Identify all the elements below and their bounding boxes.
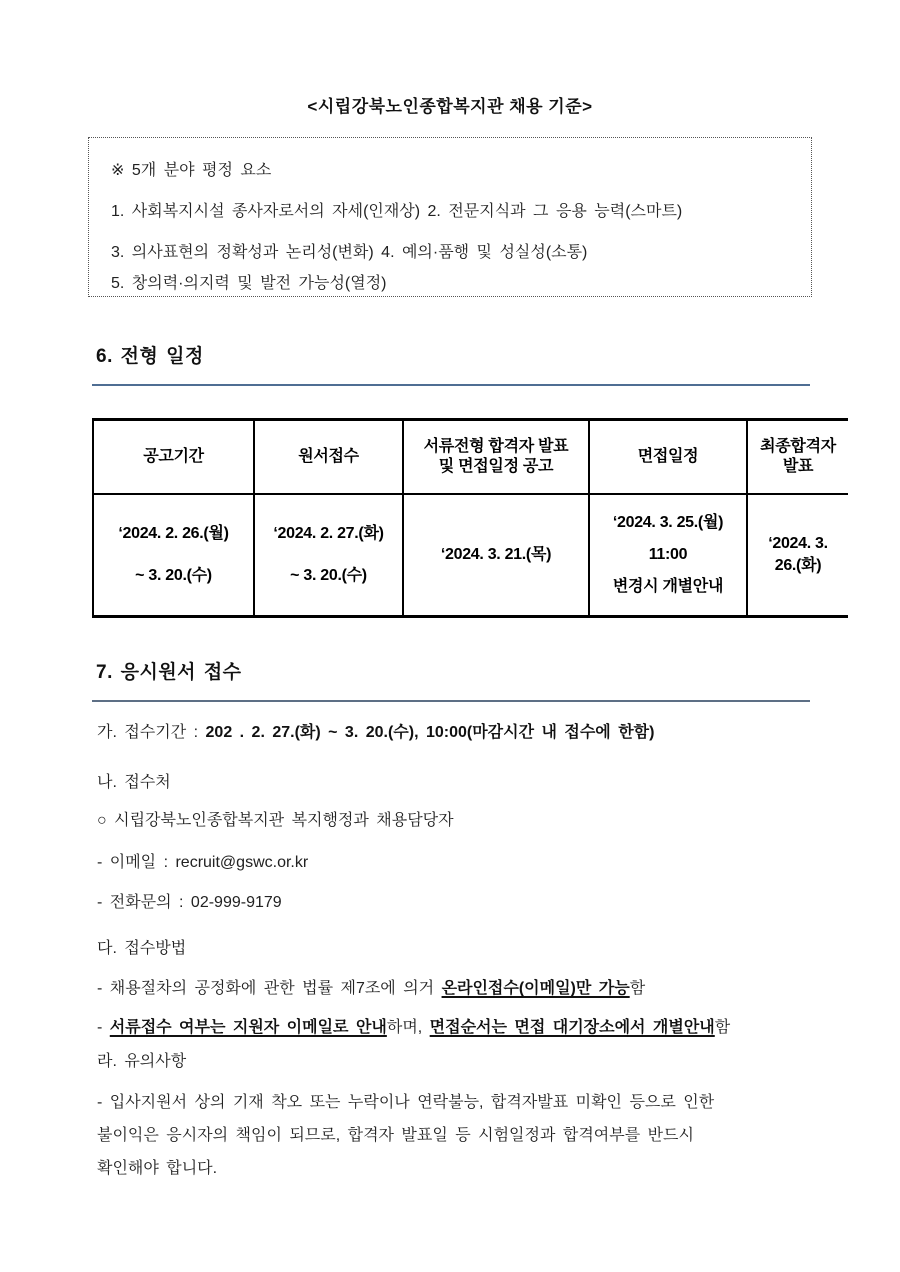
caution-paragraph: - 입사지원서 상의 기재 착오 또는 누락이나 연락불능, 합격자발표 미확인 등으로 인한 불이익은 응시자의 책임이 되므로, 합격자 발표일 등 시험일정과 합격여부를 반드시 확인해야 합니다. [97,1094,715,1177]
column-header: 최종합격자 발표 [747,420,848,495]
method-line2-prefix: - [97,1019,110,1036]
table-cell: ‘2024. 2. 26.(월) ~ 3. 20.(수) [93,494,254,617]
method-line1-emphasis: 온라인접수(이메일)만 가능 [441,980,630,997]
criteria-line: 3. 의사표현의 정확성과 논리성(변화) 4. 예의·품행 및 성실성(소통) [111,244,588,261]
schedule-table-row [93,494,848,617]
office-email: - 이메일 : recruit@gswc.or.kr [97,854,309,871]
table-cell: ‘2024. 3. 26.(화) [747,494,848,617]
evaluation-criteria-box [88,137,812,297]
section-heading-schedule: 6. 전형 일정 [96,346,204,367]
office-phone: - 전화문의 : 02-999-9179 [97,894,282,911]
method-line2-emphasis1: 서류접수 여부는 지원자 이메일로 안내 [109,1019,387,1036]
method-label: 다. 접수방법 [97,940,187,957]
method-line2-mid: 하며, [386,1019,430,1036]
period-value: 202 . 2. 27.(화) ~ 3. 20.(수), 10:00(마감시간 내 접수에 한함) [205,724,655,741]
section-heading-application: 7. 응시원서 접수 [96,662,242,683]
schedule-table-header-row [93,420,848,495]
notice-label: 라. 유의사항 [97,1053,187,1070]
method-line-notice [97,1017,730,1038]
application-period-line [97,722,654,743]
column-header: 서류전형 합격자 발표 및 면접일정 공고 [403,420,589,495]
criteria-heading: ※ 5개 분야 평정 요소 [111,162,272,179]
period-label: 가. 접수기간 : [97,724,206,741]
page-title: <시립강북노인종합복지관 채용 기준> [307,97,593,116]
table-cell: ‘2024. 3. 25.(월) 11:00 변경시 개별안내 [589,494,747,617]
method-line1-suffix: 함 [629,980,646,997]
office-label: 나. 접수처 [97,774,171,791]
schedule-table [92,418,848,618]
criteria-line: 1. 사회복지시설 종사자로서의 자세(인재상) 2. 전문지식과 그 응용 능력(스마트) [111,203,683,220]
table-cell: ‘2024. 2. 27.(화) ~ 3. 20.(수) [254,494,403,617]
column-header: 원서접수 [254,420,403,495]
method-line2-suffix: 함 [714,1019,731,1036]
table-cell: ‘2024. 3. 21.(목) [403,494,589,617]
method-line1-prefix: - 채용절차의 공정화에 관한 법률 제7조에 의거 [97,980,442,997]
criteria-line: 5. 창의력·의지력 및 발전 가능성(열정) [111,275,387,292]
office-organization: ○ 시립강북노인종합복지관 복지행정과 채용담당자 [97,812,454,829]
section-rule [92,700,810,702]
column-header: 공고기간 [93,420,254,495]
method-line2-emphasis2: 면접순서는 면접 대기장소에서 개별안내 [429,1019,715,1036]
column-header: 면접일정 [589,420,747,495]
method-line-online [97,978,645,999]
section-rule [92,384,810,386]
